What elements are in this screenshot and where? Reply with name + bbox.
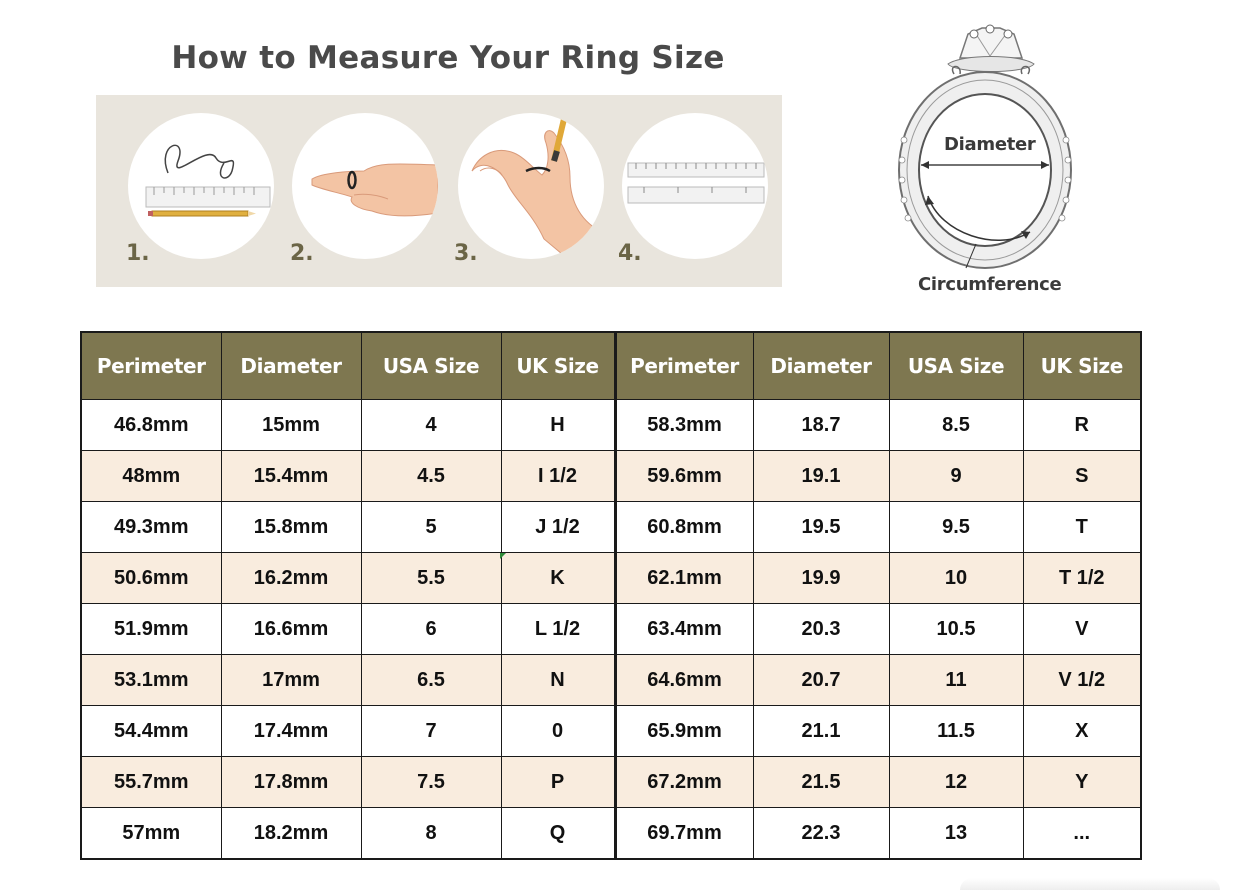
table-cell: V [1023, 604, 1141, 655]
table-cell: T [1023, 502, 1141, 553]
table-cell: 13 [889, 808, 1023, 860]
table-cell: 11 [889, 655, 1023, 706]
table-cell: 50.6mm [81, 553, 221, 604]
table-row [81, 400, 1141, 451]
step-2-illustration [292, 113, 438, 259]
table-cell: 18.2mm [221, 808, 361, 860]
table-cell: L 1/2 [501, 604, 615, 655]
table-cell: 9 [889, 451, 1023, 502]
table-cell: 7.5 [361, 757, 501, 808]
step-number: 2. [290, 241, 314, 266]
table-row [81, 808, 1141, 860]
table-row [81, 706, 1141, 757]
table-cell: 17mm [221, 655, 361, 706]
table-cell: 20.3 [753, 604, 889, 655]
ring-size-table [80, 331, 1142, 860]
ring-diagram [890, 20, 1090, 300]
table-cell: 69.7mm [615, 808, 753, 860]
table-cell: K [501, 553, 615, 604]
table-cell: 60.8mm [615, 502, 753, 553]
table-cell: 12 [889, 757, 1023, 808]
table-cell: P [501, 757, 615, 808]
table-cell: 62.1mm [615, 553, 753, 604]
table-cell: 20.7 [753, 655, 889, 706]
table-row [81, 604, 1141, 655]
table-cell: N [501, 655, 615, 706]
bottom-shadow [960, 878, 1220, 890]
table-cell: 19.9 [753, 553, 889, 604]
measure-ruler-icon [622, 113, 768, 259]
table-cell: 10.5 [889, 604, 1023, 655]
table-cell: 10 [889, 553, 1023, 604]
table-cell: 4.5 [361, 451, 501, 502]
column-header: USA Size [889, 332, 1023, 400]
table-cell: 19.5 [753, 502, 889, 553]
table-cell: 63.4mm [615, 604, 753, 655]
table-cell: 15mm [221, 400, 361, 451]
table-row [81, 451, 1141, 502]
table-cell: I 1/2 [501, 451, 615, 502]
table-cell: 0 [501, 706, 615, 757]
table-cell: 16.6mm [221, 604, 361, 655]
table-cell: 54.4mm [81, 706, 221, 757]
table-cell: T 1/2 [1023, 553, 1141, 604]
guide-title: How to Measure Your Ring Size [171, 40, 725, 76]
table-row [81, 655, 1141, 706]
table-cell: 16.2mm [221, 553, 361, 604]
table-cell: H [501, 400, 615, 451]
table-row [81, 553, 1141, 604]
table-cell: 6 [361, 604, 501, 655]
table-cell: 8 [361, 808, 501, 860]
column-header: UK Size [501, 332, 615, 400]
table-cell: 53.1mm [81, 655, 221, 706]
table-cell: 21.5 [753, 757, 889, 808]
table-cell: 46.8mm [81, 400, 221, 451]
column-header: Perimeter [615, 332, 753, 400]
circumference-label: Circumference [918, 274, 1062, 295]
step-number: 4. [618, 241, 642, 266]
step-4-illustration [622, 113, 768, 259]
table-cell: S [1023, 451, 1141, 502]
table-cell: 21.1 [753, 706, 889, 757]
column-header: USA Size [361, 332, 501, 400]
table-cell: 4 [361, 400, 501, 451]
table-cell: 55.7mm [81, 757, 221, 808]
table-cell: 67.2mm [615, 757, 753, 808]
table-cell: 9.5 [889, 502, 1023, 553]
step-3-illustration [458, 113, 604, 259]
table-row [81, 757, 1141, 808]
table-cell: R [1023, 400, 1141, 451]
table-cell: 15.8mm [221, 502, 361, 553]
table-cell: X [1023, 706, 1141, 757]
table-cell: 22.3 [753, 808, 889, 860]
column-header: Perimeter [81, 332, 221, 400]
step-number: 1. [126, 241, 150, 266]
table-cell: 17.4mm [221, 706, 361, 757]
finger-wrap-icon [292, 113, 438, 259]
table-cell: 17.8mm [221, 757, 361, 808]
table-cell: 5 [361, 502, 501, 553]
measuring-steps-panel [96, 95, 782, 287]
table-cell: J 1/2 [501, 502, 615, 553]
table-cell: 5.5 [361, 553, 501, 604]
table-cell: 65.9mm [615, 706, 753, 757]
table-cell: 59.6mm [615, 451, 753, 502]
diameter-label: Diameter [944, 134, 1036, 155]
table-cell: 49.3mm [81, 502, 221, 553]
column-header: Diameter [221, 332, 361, 400]
column-header: Diameter [753, 332, 889, 400]
table-cell: V 1/2 [1023, 655, 1141, 706]
string-ruler-pencil-icon [128, 113, 274, 259]
mark-string-pen-icon [458, 113, 604, 259]
table-cell: 57mm [81, 808, 221, 860]
cell-corner-mark [500, 553, 506, 559]
table-header-row [81, 332, 1141, 400]
table-cell: 7 [361, 706, 501, 757]
table-cell: 15.4mm [221, 451, 361, 502]
table-cell: 8.5 [889, 400, 1023, 451]
table-cell: 19.1 [753, 451, 889, 502]
table-cell: ... [1023, 808, 1141, 860]
step-1-illustration [128, 113, 274, 259]
table-cell: 58.3mm [615, 400, 753, 451]
table-cell: 18.7 [753, 400, 889, 451]
table-cell: Q [501, 808, 615, 860]
step-number: 3. [454, 241, 478, 266]
table-cell: 64.6mm [615, 655, 753, 706]
column-header: UK Size [1023, 332, 1141, 400]
table-row [81, 502, 1141, 553]
table-cell: 11.5 [889, 706, 1023, 757]
table-cell: Y [1023, 757, 1141, 808]
table-cell: 48mm [81, 451, 221, 502]
table-cell: 51.9mm [81, 604, 221, 655]
table-cell: 6.5 [361, 655, 501, 706]
